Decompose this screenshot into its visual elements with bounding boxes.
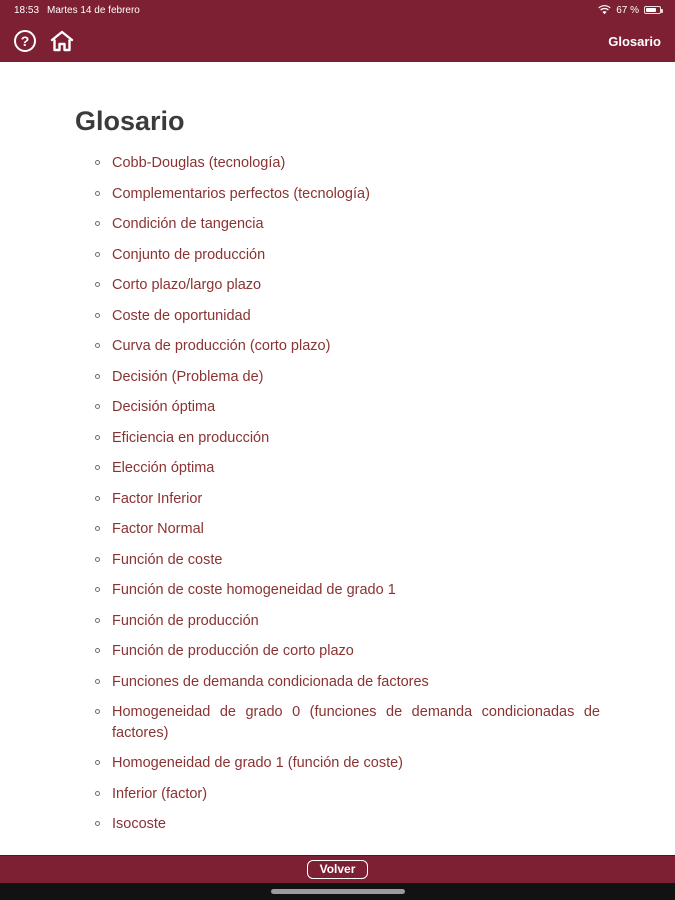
main-content xyxy=(0,62,675,855)
glossary-item-label: Homogeneidad de grado 0 (funciones de demanda condicionadas de factores) xyxy=(112,704,600,741)
nav-left xyxy=(14,30,74,52)
glossary-item-label: Función de producción xyxy=(112,612,259,629)
glossary-item[interactable] xyxy=(95,519,600,540)
glossary-item-label: Función de coste homogeneidad de grado 1 xyxy=(112,582,396,598)
glossary-item[interactable] xyxy=(95,306,600,327)
glossary-item[interactable] xyxy=(95,672,600,693)
bullet-icon xyxy=(95,374,100,379)
glossary-item-label: Homogeneidad de grado 1 (función de coste) xyxy=(112,755,403,771)
bullet-icon xyxy=(95,343,100,348)
bullet-icon xyxy=(95,679,100,684)
bullet-icon xyxy=(95,313,100,318)
bullet-icon xyxy=(95,587,100,592)
glossary-item-label: Condición de tangencia xyxy=(112,216,264,232)
nav-bar xyxy=(0,20,675,62)
glossary-item[interactable] xyxy=(95,702,600,743)
glossary-item[interactable] xyxy=(95,336,600,357)
home-indicator[interactable] xyxy=(271,889,405,894)
bullet-icon xyxy=(95,252,100,257)
glossary-item-label: Decisión (Problema de) xyxy=(112,368,264,385)
glossary-item[interactable] xyxy=(95,184,600,205)
glossary-item[interactable] xyxy=(95,214,600,235)
bullet-icon xyxy=(95,160,100,165)
glossary-item-label: Eficiencia en producción xyxy=(112,429,270,446)
bullet-icon xyxy=(95,760,100,765)
glossary-item-label: Cobb-Douglas (tecnología) xyxy=(112,155,286,171)
wifi-icon xyxy=(598,5,611,15)
help-circle-icon: ? xyxy=(14,30,36,52)
page-title: Glosario xyxy=(75,106,185,136)
glossary-item-label: Factor Normal xyxy=(112,521,204,537)
glossary-item[interactable] xyxy=(95,245,600,266)
system-band xyxy=(0,883,675,900)
status-left xyxy=(14,5,140,16)
glossary-item[interactable] xyxy=(95,550,600,571)
bullet-icon xyxy=(95,709,100,714)
glossary-item[interactable] xyxy=(95,611,600,632)
bullet-icon xyxy=(95,557,100,562)
help-button[interactable] xyxy=(14,30,36,52)
bullet-icon xyxy=(95,282,100,287)
glossary-item-label: Función de coste xyxy=(112,551,223,568)
glossary-item[interactable] xyxy=(95,458,600,479)
bullet-icon xyxy=(95,821,100,826)
bullet-icon xyxy=(95,191,100,196)
back-button[interactable]: Volver xyxy=(307,860,369,879)
glossary-item-label: Corto plazo/largo plazo xyxy=(112,277,262,293)
status-date: Martes 14 de febrero xyxy=(47,4,140,16)
bullet-icon xyxy=(95,404,100,409)
battery-fill xyxy=(646,8,656,12)
glossary-item[interactable] xyxy=(95,489,600,510)
glossary-item-label: Isocoste xyxy=(112,816,166,832)
glossary-item[interactable] xyxy=(95,641,600,662)
glossary-item-label: Conjunto de producción xyxy=(112,246,266,263)
glossary-item-label: Funciones de demanda condicionada de factores xyxy=(112,673,429,690)
battery-percent: 67 % xyxy=(616,4,639,16)
glossary-item[interactable] xyxy=(95,153,600,174)
glossary-item-label: Función de producción de corto plazo xyxy=(112,643,354,659)
glossary-item-label: Coste de oportunidad xyxy=(112,307,251,324)
bullet-icon xyxy=(95,648,100,653)
glossary-item-label: Inferior (factor) xyxy=(112,785,208,802)
glossary-item[interactable] xyxy=(95,275,600,296)
bullet-icon xyxy=(95,496,100,501)
glossary-item-label: Curva de producción (corto plazo) xyxy=(112,338,331,354)
bullet-icon xyxy=(95,791,100,796)
glossary-item[interactable] xyxy=(95,753,600,774)
glossary-item[interactable] xyxy=(95,580,600,601)
glossary-item-label: Elección óptima xyxy=(112,460,215,476)
bullet-icon xyxy=(95,465,100,470)
bullet-icon xyxy=(95,618,100,623)
glossary-item-label: Factor Inferior xyxy=(112,490,203,507)
status-bar xyxy=(0,0,675,20)
nav-title: Glosario xyxy=(608,33,661,49)
status-time: 18:53 xyxy=(14,4,40,16)
glossary-item-label: Decisión óptima xyxy=(112,399,216,415)
glossary-item-label: Complementarios perfectos (tecnología) xyxy=(112,185,370,202)
home-button[interactable] xyxy=(50,30,74,52)
battery-icon xyxy=(644,6,661,14)
bullet-icon xyxy=(95,221,100,226)
home-icon xyxy=(50,30,74,52)
bullet-icon xyxy=(95,526,100,531)
bullet-icon xyxy=(95,435,100,440)
glossary-list xyxy=(75,153,600,835)
glossary-item[interactable] xyxy=(95,428,600,449)
glossary-item[interactable] xyxy=(95,367,600,388)
glossary-item[interactable] xyxy=(95,784,600,805)
glossary-item[interactable] xyxy=(95,397,600,418)
footer-bar xyxy=(0,855,675,883)
status-right xyxy=(598,5,661,16)
glossary-item[interactable] xyxy=(95,814,600,835)
